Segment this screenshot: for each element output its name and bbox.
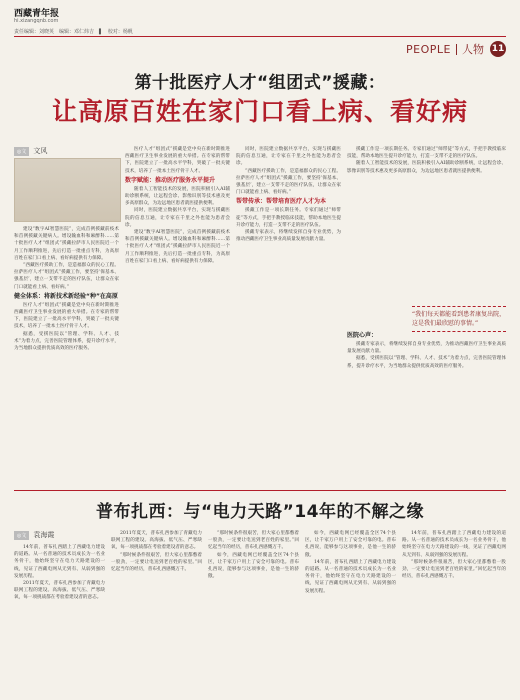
paragraph: 据悉，受援医院以“管理、学科、人才、技术”为着力点，完善医院管理体系，提升诊疗水平，为当地群众提供优质高效的医疗服务。 <box>347 356 506 369</box>
paragraph: 如今，西藏电网已经覆盖全区74个县区，让千家万户用上了安全可靠的电。普布扎西说，能够参与这项事业，是他一生的骄傲。 <box>305 531 396 558</box>
subhead: 数字赋能：推动医疗服务水平提升 <box>125 176 216 184</box>
paragraph: 援藏专家表示，将继续发挥自身专业优势，为推动西藏医疗卫生事业高质量发展贡献力量。 <box>236 230 341 243</box>
paragraph: “西藏医疗援助工作，是造福群众的民心工程。拉萨医疗人才“组团式”援藏工作，要坚持‘保基本、强基层’，建立一支带不走的医疗队伍，让群众在家门口就能看上病、看好病。” <box>14 263 119 290</box>
article1-col4 <box>347 146 506 302</box>
subhead: 医院心声： <box>347 332 378 339</box>
byline-tag: ◎文 <box>14 147 29 156</box>
article1-byline <box>14 146 47 156</box>
article1-col1 <box>14 226 119 488</box>
paragraph: 14年前，普布扎西踏上了西藏电力建设的道路。从一名普通的技术员成长为一名业务骨干，他始终坚守在电力天路建设的一线，见证了西藏电网从无到有、从弱到强的发展历程。 <box>402 531 506 558</box>
section-divider <box>456 44 457 55</box>
paragraph: “那时候条件很艰苦，但大家心里都憋着一股劲，一定要让电送到老百姓的家里。”回忆起当年的经历，普布扎西感慨万千。 <box>208 531 299 551</box>
paragraph: 2011年夏天，普布扎西参加了青藏电力联网工程的建设。高海拔、低气压、严寒缺氧，每一项挑战都在考验着建设者的意志。 <box>111 531 202 551</box>
article1-photo <box>14 158 121 222</box>
paragraph: 建设“数字AI智慧医院”，完成首例援藏前疫术和首例援藏关键病人。增设输血科和麻醉科……第十批医疗人才“组团式”援藏拉萨市人民医院近一个月工作顺利推进，先后打造一批重点专科，为高原百姓在家门口看上病、看好病提供有力保障。 <box>125 230 230 264</box>
article2-col3 <box>208 530 299 694</box>
masthead <box>14 6 506 36</box>
byline-author: 袁海霞 <box>33 531 55 539</box>
section-en: PEOPLE <box>406 42 451 56</box>
masthead-rule <box>14 36 506 37</box>
article2-col5 <box>402 530 506 694</box>
paragraph: 同时，医院建立数据共享平台，实现与援藏医院的信息互通，让专家在千里之外也能为患者会诊。 <box>125 208 230 228</box>
paragraph: 医疗人才“组团式”援藏是党中央在新时期推进西藏医疗卫生事业发展的重大举措。在专家的帮带下，医院建立了一批高水平学科，突破了一批关键技术，培养了一批本土医疗骨干人才。 <box>14 302 119 330</box>
paragraph: 援藏工作是一项长期任务。专家们通过“师带徒”等方式，手把手教授临床技能，帮助本地医生提升诊疗能力，打造一支带不走的医疗队伍。 <box>236 208 341 228</box>
article1-kicker: 第十批医疗人才“组团式”援藏： <box>134 73 386 93</box>
paragraph: “那时候条件很艰苦，但大家心里都憋着一股劲，一定要让电送到老百姓的家里。”回忆起当年的经历，普布扎西感慨万千。 <box>111 552 202 573</box>
editor-info: 责任编辑：刘晓英 编辑：邓仁炜吉 ▌ 校对：杨帆 <box>14 29 133 35</box>
paragraph: 援藏工作是一项长期任务。专家们通过“师带徒”等方式，手把手教授临床技能，帮助本地医生提升诊疗能力，打造一支带不走的医疗队伍。 <box>347 147 506 160</box>
paragraph: 同时，医院建立数据共享平台，实现与援藏医院的信息互通，让专家在千里之外也能为患者会诊。 <box>236 147 341 167</box>
page-number: 11 <box>490 41 506 57</box>
paragraph: 建设“数字AI智慧医院”，完成首例援藏前疫术和首例援藏关键病人。增设输血科和麻醉科……第十批医疗人才“组团式”援藏拉萨市人民医院近一个月工作顺利推进，先后打造一批重点专科，为高原百姓在家门口看上病、看好病提供有力保障。 <box>14 227 119 261</box>
paragraph: “西藏医疗援助工作，是造福群众的民心工程。拉萨医疗人才“组团式”援藏工作，要坚持‘保基本、强基层’，建立一支带不走的医疗队伍，让群众在家门口就能看上病、看好病。” <box>236 168 341 196</box>
article2-col1 <box>14 544 105 694</box>
article1-col2 <box>125 146 230 488</box>
section-cn: 人物 <box>462 43 484 56</box>
article2-byline <box>14 530 54 540</box>
article2-col2 <box>111 530 202 694</box>
paragraph: 援藏专家表示，将继续发挥自身专业优势，为推动西藏医疗卫生事业高质量发展贡献力量。 <box>347 342 506 355</box>
paper-url[interactable]: hi.xizangqnb.com <box>14 18 59 24</box>
article1-col4b <box>347 330 506 488</box>
article1-headline: 让高原百姓在家门口看上病、看好病 <box>51 97 468 126</box>
paragraph: 医疗人才“组团式”援藏是党中央在新时期推进西藏医疗卫生事业发展的重大举措。在专家的帮带下，医院建立了一批高水平学科，突破了一批关键技术，培养了一批本土医疗骨干人才。 <box>125 147 230 174</box>
paper-name: 西藏青年报 <box>14 9 60 19</box>
paragraph: 据悉，受援医院以“管理、学科、人才、技术”为着力点，完善医院管理体系，提升诊疗水平，为当地群众提供优质高效的医疗服务。 <box>14 331 119 352</box>
paragraph: 随着人工智能技术的发展，医院积极引入AI辅助诊断系统，让远程会诊、影像识别等技术惠及更多高原群众，为边远地区患者就医提供便利。 <box>125 186 230 207</box>
paragraph: 随着人工智能技术的发展，医院积极引入AI辅助诊断系统，让远程会诊、影像识别等技术惠及更多高原群众，为边远地区患者就医提供便利。 <box>347 161 506 174</box>
pull-quote: “我们每天都能看到患者康复出院，这是我们最欣慰的事情。” <box>412 306 506 332</box>
section-tag <box>406 40 506 58</box>
paragraph: 2011年夏天，普布扎西参加了青藏电力联网工程的建设。高海拔、低气压、严寒缺氧，每一项挑战都在考验着建设者的意志。 <box>14 581 105 601</box>
article2-headline: 普布扎西：与“电力天路”14年的不解之缘 <box>95 502 424 522</box>
paragraph: 14年前，普布扎西踏上了西藏电力建设的道路。从一名普通的技术员成长为一名业务骨干，他始终坚守在电力天路建设的一线，见证了西藏电网从无到有、从弱到强的发展历程。 <box>305 559 396 594</box>
article2-col4 <box>305 530 396 694</box>
subhead: 健全体系：将新技术新经验“种”在高原 <box>14 292 118 300</box>
paragraph: “那时候条件很艰苦，但大家心里都憋着一股劲，一定要让电送到老百姓的家里。”回忆起当年的经历，普布扎西感慨万千。 <box>402 559 506 580</box>
byline-author: 文风 <box>33 147 48 155</box>
byline-tag: ◎文 <box>14 531 29 540</box>
article1-col3 <box>236 146 341 488</box>
paragraph: 14年前，普布扎西踏上了西藏电力建设的道路。从一名普通的技术员成长为一名业务骨干，他始终坚守在电力天路建设的一线，见证了西藏电网从无到有、从弱到强的发展历程。 <box>14 545 105 579</box>
paragraph: 如今，西藏电网已经覆盖全区74个县区，让千家万户用上了安全可靠的电。普布扎西说，能够参与这项事业，是他一生的骄傲。 <box>208 552 299 580</box>
section-divider <box>14 490 506 491</box>
subhead: 帮带传承：帮带培育医疗人才为本 <box>236 198 327 206</box>
